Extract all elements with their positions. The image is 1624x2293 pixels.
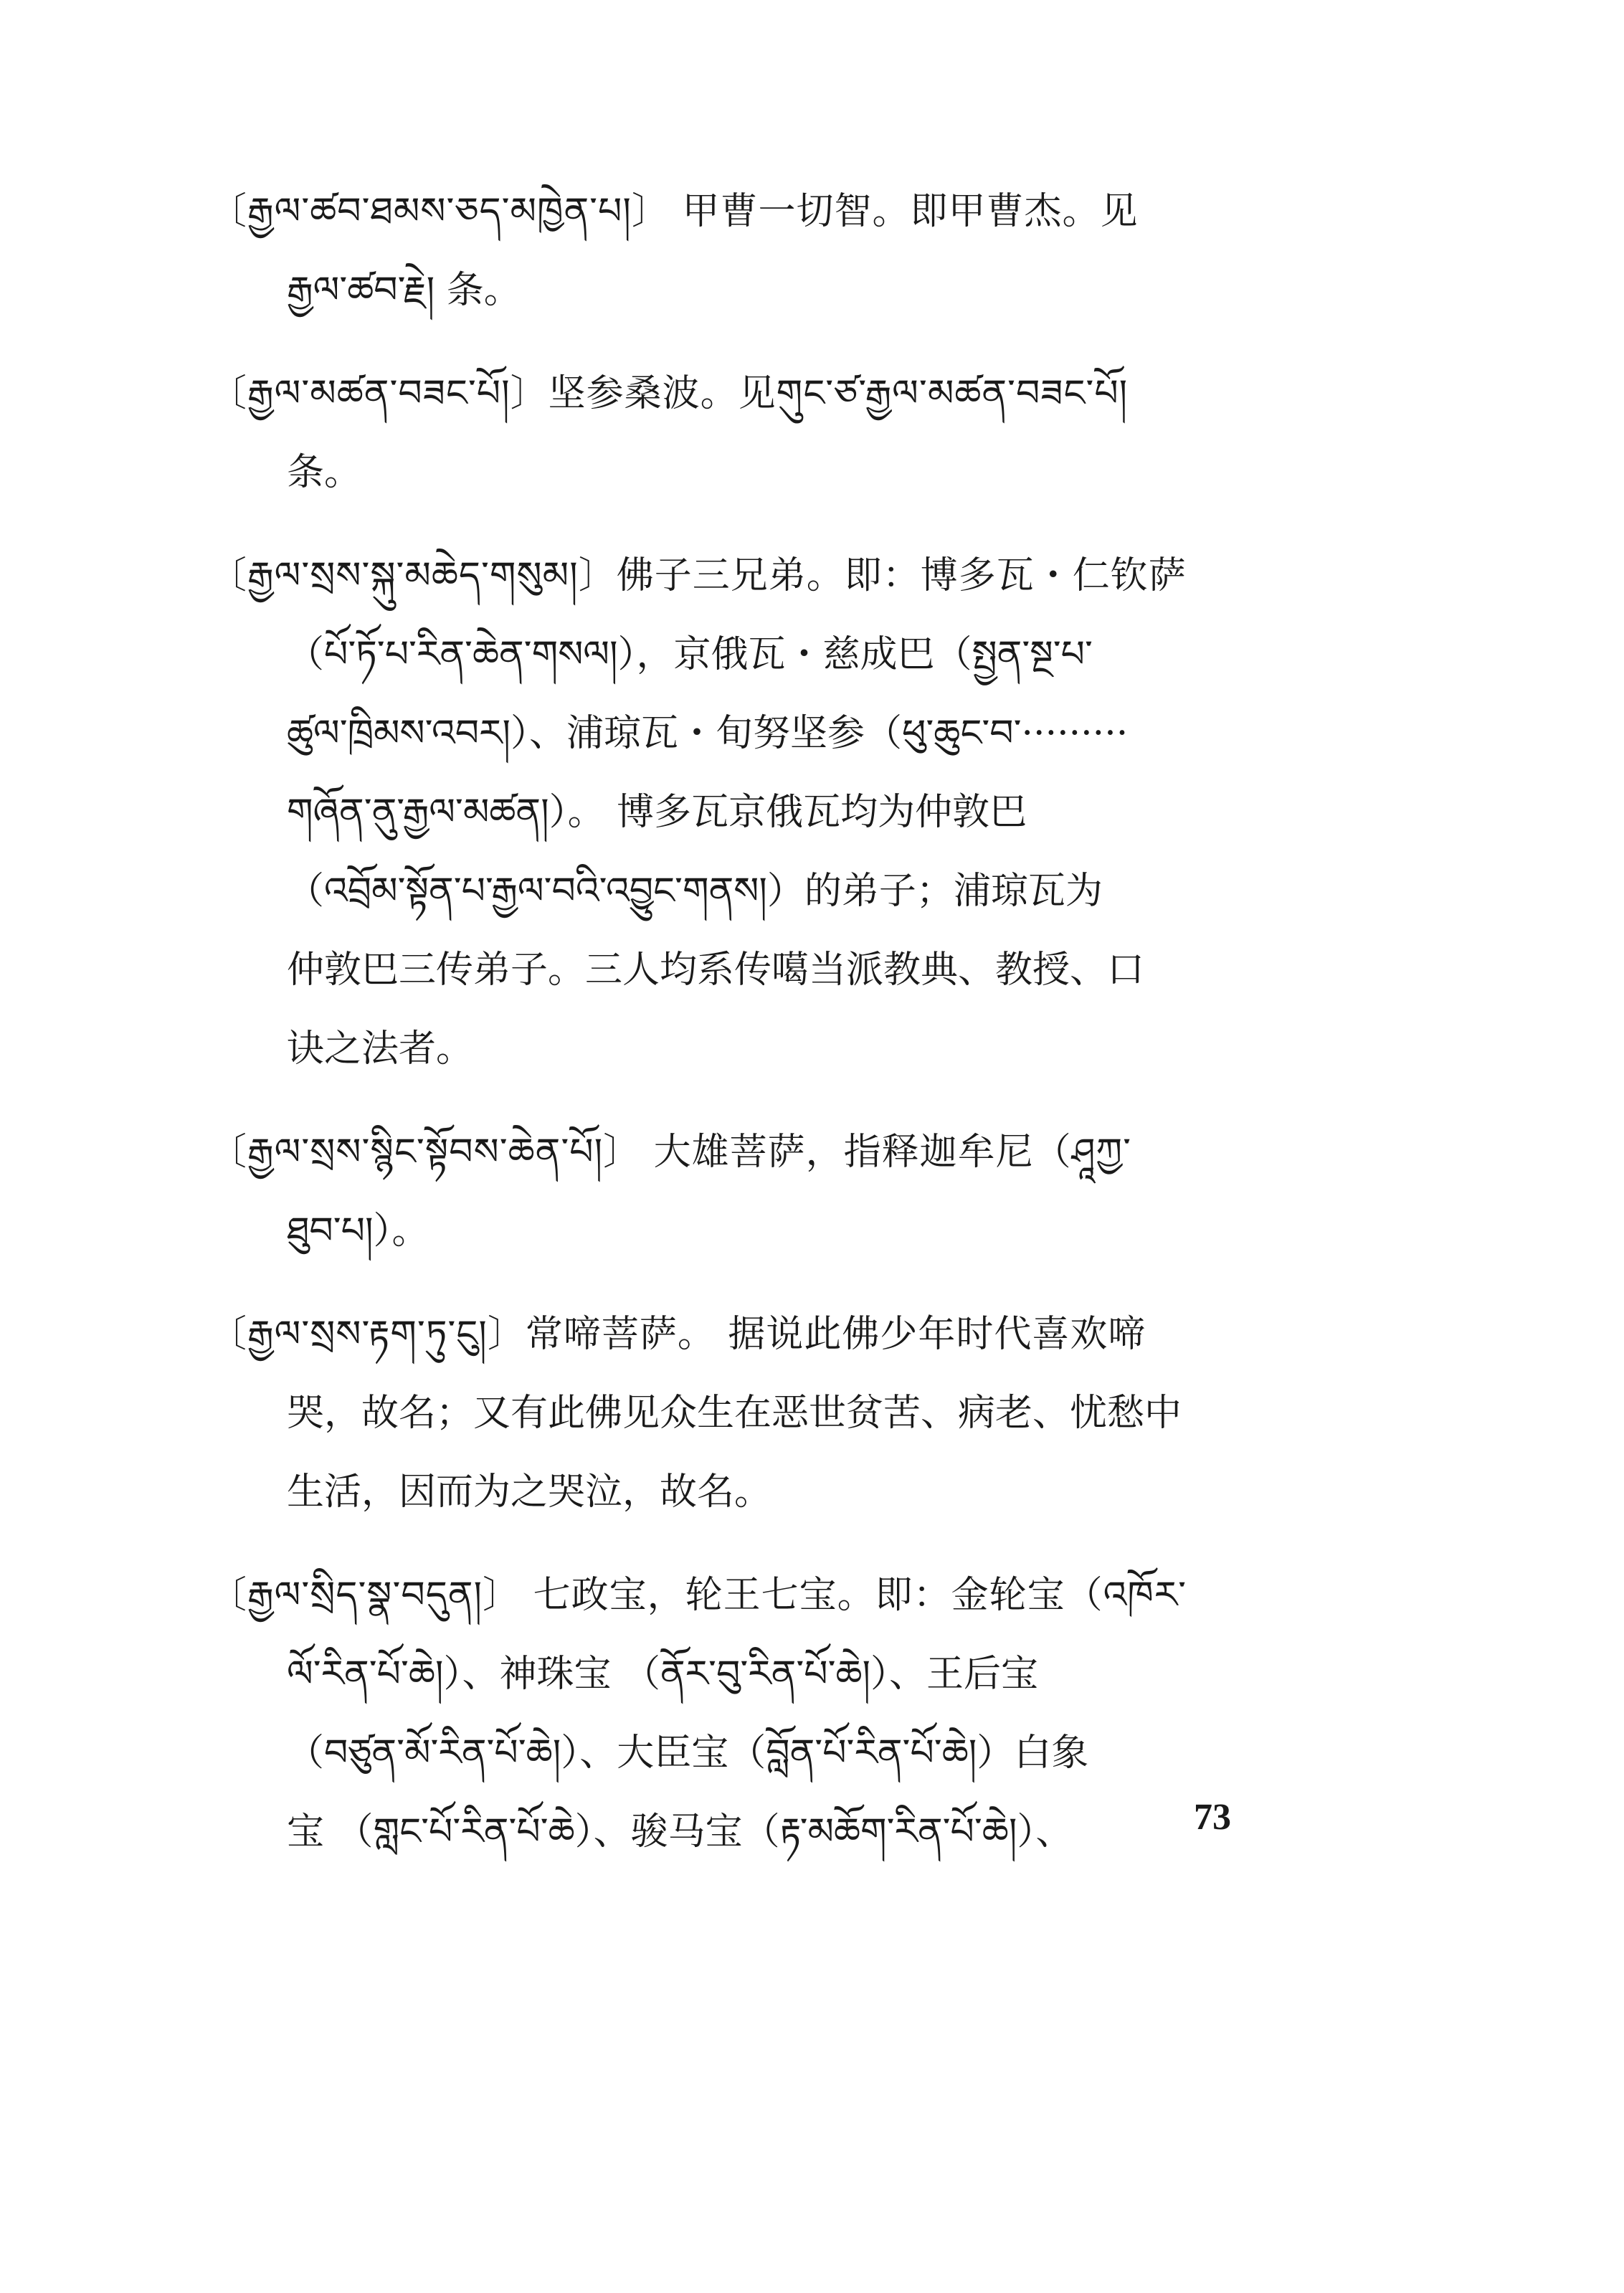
- entry-line: ཐུབ་པ།）。: [287, 1210, 429, 1253]
- entry-line: ལོ་རིན་པོ་ཆེ།）、神珠宝 （ནོར་བུ་རིན་པོ་ཆེ།）、王后宝: [287, 1653, 1039, 1696]
- entry-line: 仲敦巴三传弟子。三人均系传噶当派教典、教授、口: [287, 949, 1145, 992]
- dictionary-entry: [209, 354, 1278, 512]
- entry-line: （བཙུན་མོ་རིན་པོ་ཆེ།）、大臣宝（བློན་པོ་རིན་པོ་ཆེ།）白象: [287, 1732, 1089, 1775]
- entry-line: རྒྱལ་ཚབ་རྗེ། 条。: [287, 269, 521, 312]
- entry-line: 〔རྒྱལ་སྲིད་སྣ་བདུན།〕 七政宝，轮王七宝。即：金轮宝（འཁོར་: [209, 1574, 1187, 1617]
- dictionary-entry: [209, 1113, 1278, 1271]
- entry-line: 〔རྒྱལ་ཚབ་ཐམས་ཅད་མཁྱེན་པ།〕 甲曹一切智。即甲曹杰。见: [209, 190, 1139, 233]
- entry-line: 〔རྒྱལ་སྲས་སྐུ་མཆེད་གསུམ།〕佛子三兄弟。即：博多瓦・仁钦萨: [209, 554, 1187, 597]
- entry-line: 诀之法者。: [287, 1027, 474, 1070]
- entry-line: 哭，故名；又有此佛见众生在恶世贫苦、病老、忧愁中: [287, 1392, 1182, 1435]
- entry-line: （འབྲོམ་སྟོན་པ་རྒྱལ་བའི་འབྱུང་གནས།）的弟子；浦琼瓦为: [287, 870, 1103, 913]
- entry-line: 条。: [287, 451, 362, 494]
- entry-line: 〔རྒྱལ་སྲས་སྙིང་སྟོབས་ཆེན་པོ།〕 大雄菩萨，指释迦牟尼（ཤཱཀྱ་: [209, 1131, 1132, 1174]
- entry-line: གཞོན་ནུ་རྒྱལ་མཚན།）。 博多瓦京俄瓦均为仲敦巴: [287, 791, 1027, 834]
- dictionary-entry: [209, 1556, 1278, 1871]
- page-number: 73: [1194, 1797, 1231, 1838]
- dictionary-entry: [209, 172, 1278, 330]
- dictionary-entry: [209, 536, 1278, 1088]
- dictionary-entry: [209, 1295, 1278, 1532]
- entry-line: 生活，因而为之哭泣，故名。: [287, 1471, 772, 1514]
- entry-line: ཚུལ་ཁྲིམས་འབར།）、浦琼瓦・旬努坚参（ཕུ་ཆུང་བ་·········: [287, 712, 1129, 755]
- text-column: [209, 172, 1278, 1896]
- entry-line: 宝 （གླང་པོ་རིན་པོ་ཆེ）、骏马宝（རྟ་མཆོག་རིན་པོ་ཆེ།）、: [287, 1810, 1073, 1853]
- entry-line: （པོ་ཏོ་པ་རིན་ཆེན་གསལ།），京俄瓦・慈成巴（སྤྱན་སྔ་པ་: [287, 633, 1093, 676]
- entry-line: 〔རྒྱལ་སྲས་རྟག་ཏུ་ངུ།〕常啼菩萨。 据说此佛少年时代喜欢啼: [209, 1313, 1146, 1356]
- entry-line: 〔རྒྱལ་མཚན་བཟང་པོ།〕坚参桑波。见གུང་ཙ་རྒྱལ་མཚན་བཟང་པོ།: [209, 372, 1129, 415]
